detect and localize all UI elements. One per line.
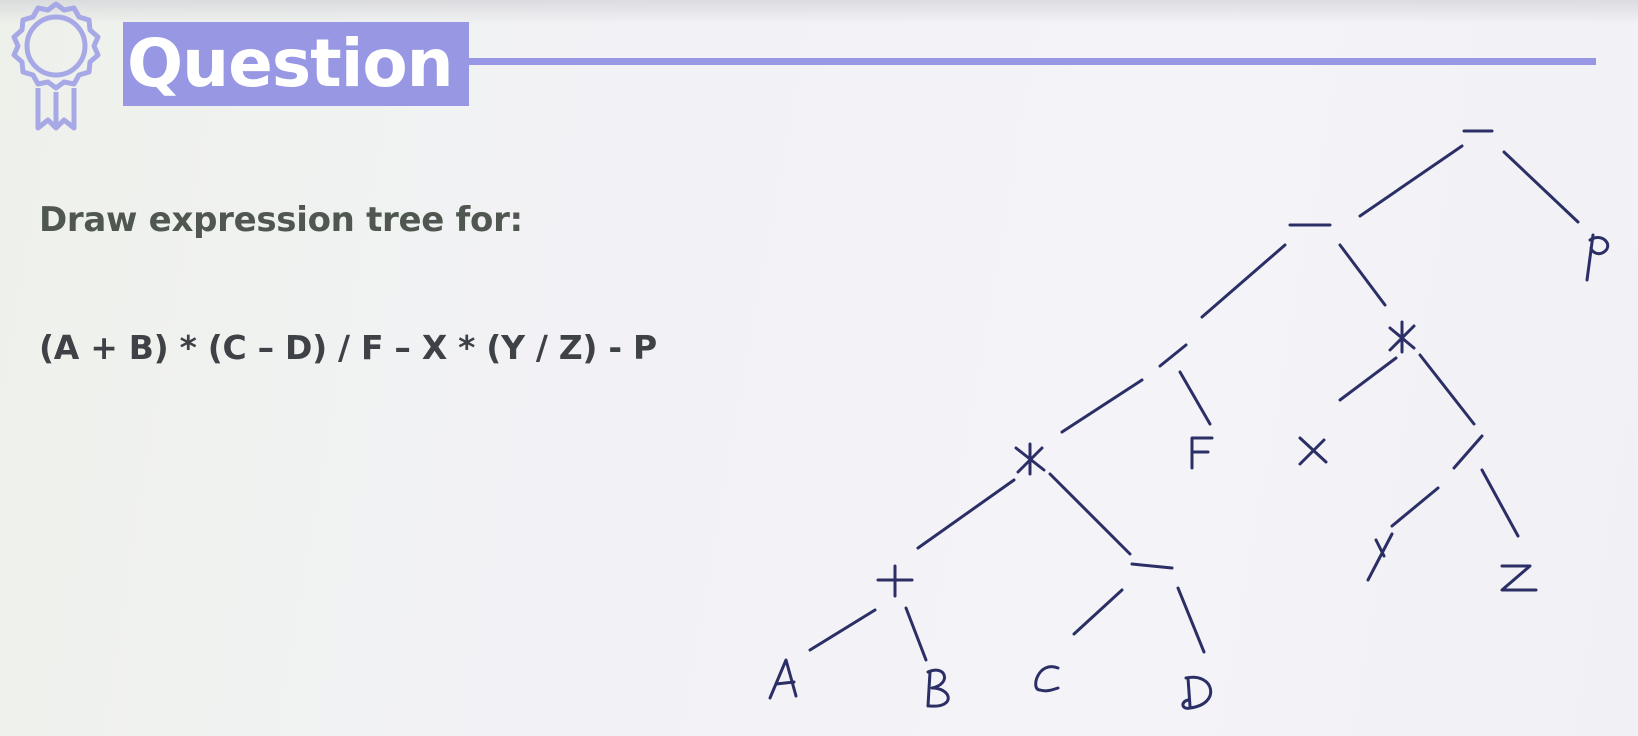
node-multiply-left (1016, 444, 1044, 474)
node-Z (1502, 566, 1536, 590)
node-B (928, 670, 948, 706)
edge-multiply-right-left (1340, 358, 1396, 400)
edge-divide1-right (1180, 372, 1210, 424)
edge-divide2-left (1392, 488, 1438, 526)
edge-multiply-left-left (918, 480, 1014, 548)
node-Y (1368, 534, 1392, 580)
edge-divide1-left (1062, 380, 1142, 432)
node-A (770, 660, 796, 698)
edge-plus-left (810, 610, 875, 650)
node-F (1192, 438, 1212, 468)
node-D (1183, 677, 1211, 708)
page-title: Question (123, 22, 469, 106)
node-multiply-right (1390, 322, 1414, 352)
node-X (1300, 438, 1326, 464)
edge-multiply-left-right (1050, 474, 1130, 554)
edge-minus3-left (1074, 590, 1122, 634)
question-prompt: Draw expression tree for: (39, 200, 523, 240)
node-divide-2 (1454, 436, 1482, 468)
edge-multiply-right-right (1420, 355, 1474, 424)
node-C (1036, 667, 1058, 691)
edge-minus3-right (1178, 588, 1204, 652)
edge-minus2-left (1202, 245, 1285, 317)
edge-minus2-right (1340, 245, 1385, 305)
node-p (1587, 235, 1608, 280)
node-divide-1 (1160, 345, 1186, 366)
node-minus-3 (1132, 564, 1172, 568)
node-plus (878, 566, 912, 596)
edge-root-left (1360, 146, 1462, 216)
question-expression: (A + B) * (C – D) / F – X * (Y / Z) - P (39, 328, 657, 367)
edge-root-right (1504, 152, 1578, 222)
edge-plus-right (906, 608, 926, 660)
edge-divide2-right (1482, 470, 1518, 536)
